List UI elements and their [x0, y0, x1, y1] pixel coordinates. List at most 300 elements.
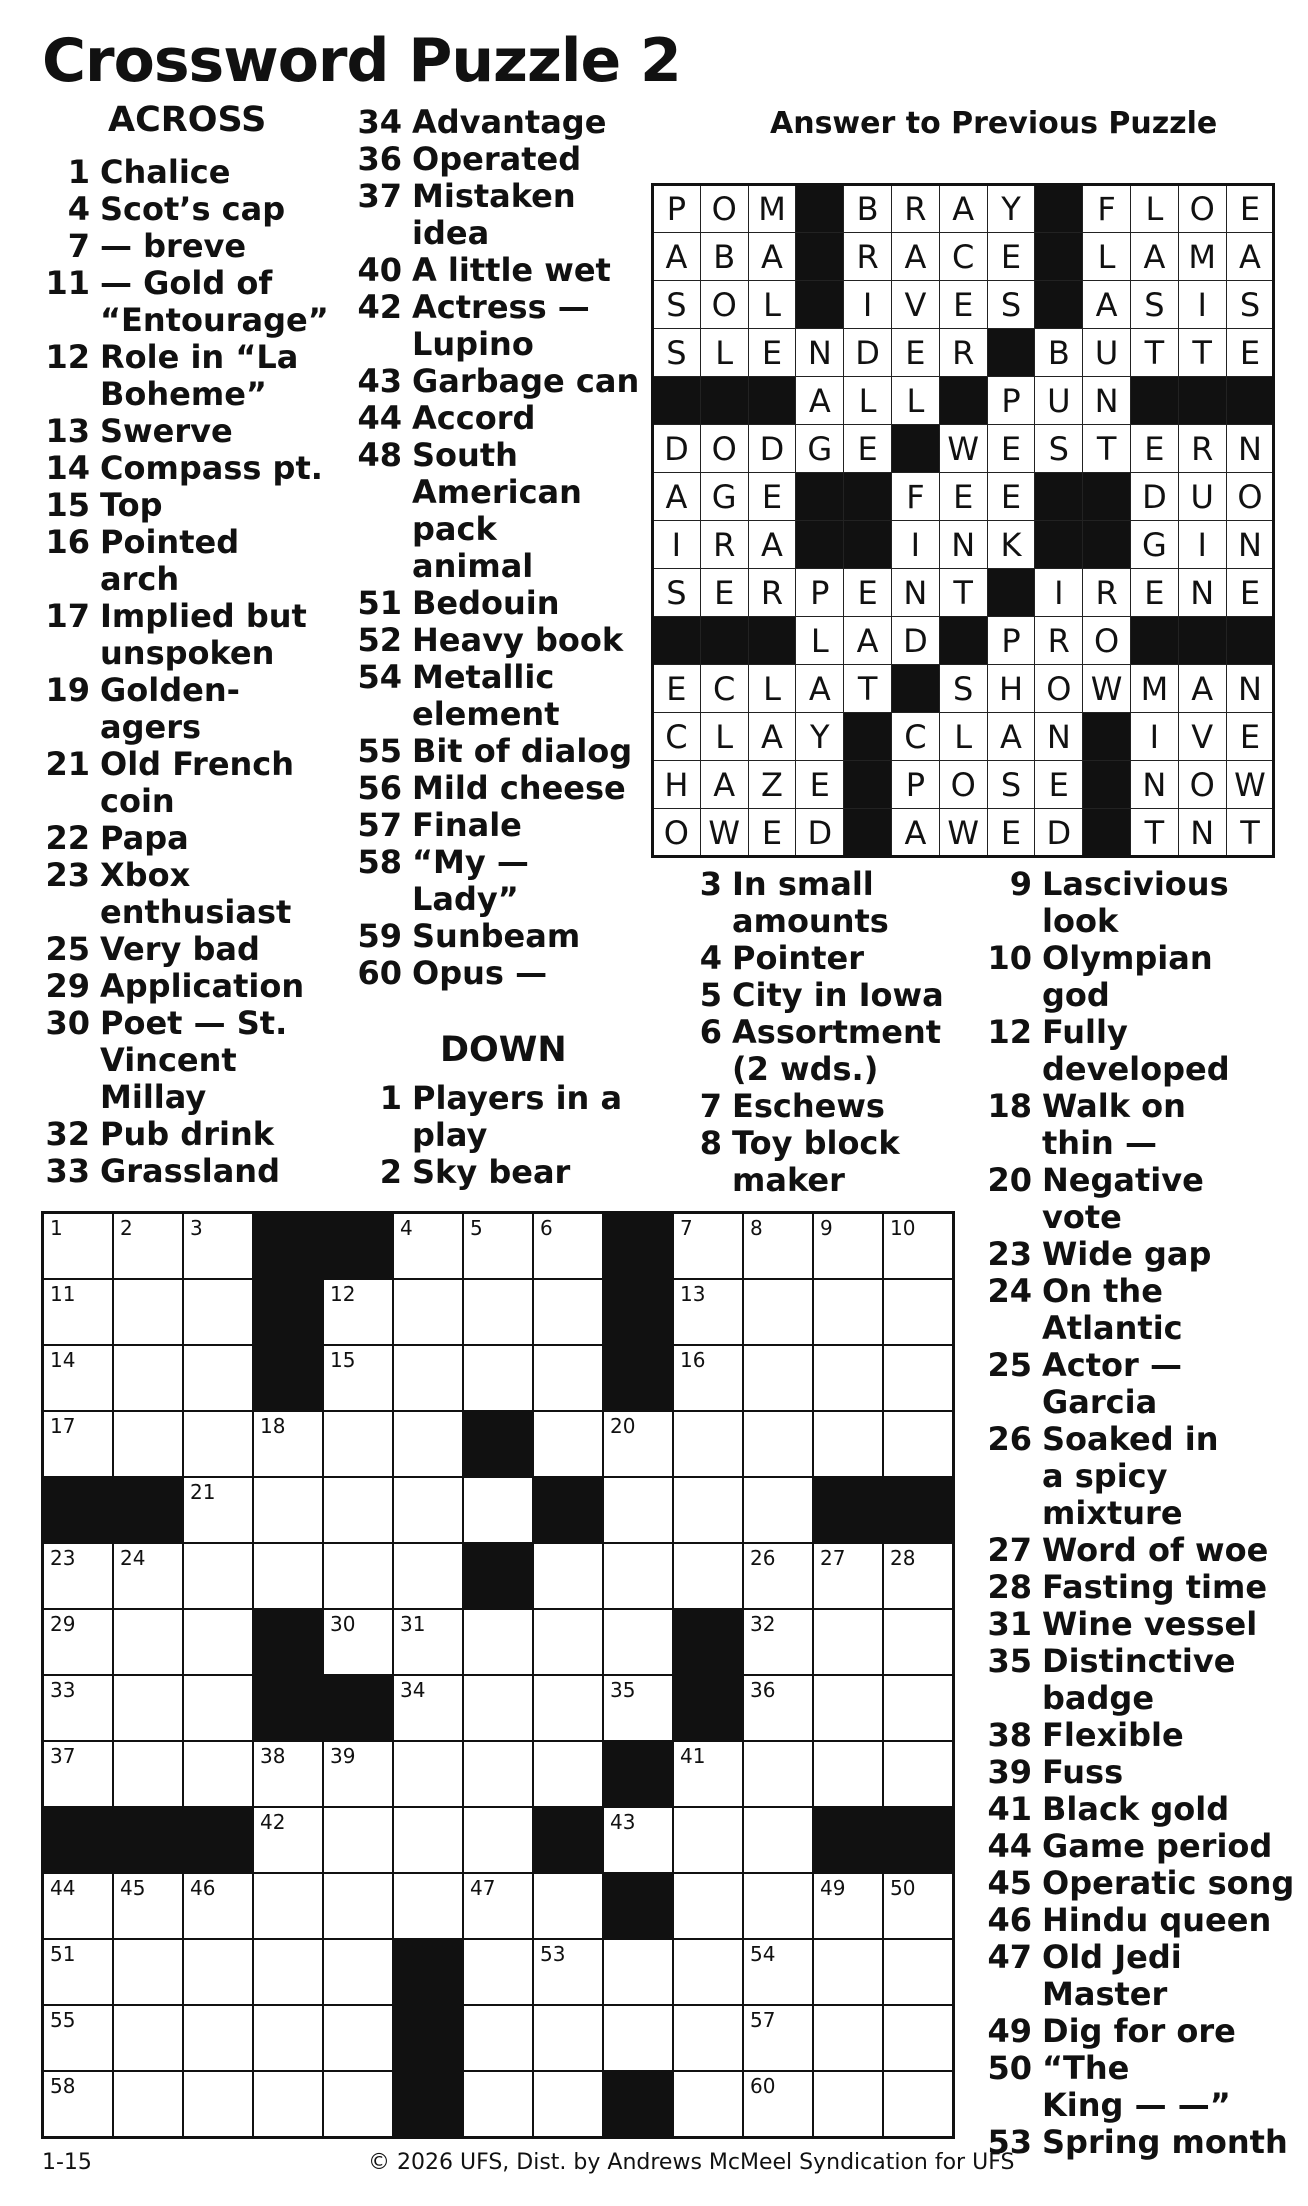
grid-cell[interactable] [182, 1674, 254, 1742]
answer-cell: N [1178, 568, 1227, 617]
grid-cell[interactable] [462, 1938, 534, 2006]
grid-cell[interactable] [812, 1674, 884, 1742]
answer-black-square [1034, 472, 1083, 521]
clue-text: On the Atlantic [1042, 1272, 1183, 1347]
grid-cell[interactable] [532, 1740, 604, 1808]
across-clue-7 [40, 228, 380, 265]
grid-cell[interactable] [392, 1872, 464, 1940]
answer-black-square [891, 424, 940, 473]
grid-cell[interactable] [112, 2004, 184, 2072]
answer-cell: T [1226, 808, 1275, 857]
grid-cell[interactable] [182, 1542, 254, 1610]
grid-cell[interactable] [182, 1938, 254, 2006]
grid-cell[interactable] [182, 1608, 254, 1676]
grid-cell[interactable] [322, 1806, 394, 1874]
grid-cell[interactable] [392, 1806, 464, 1874]
down-clue-3 [672, 866, 1032, 940]
grid-cell[interactable] [182, 1872, 254, 1940]
grid-cell[interactable] [742, 1872, 814, 1940]
clue-number: 8 [699, 1124, 722, 1162]
grid-cell[interactable] [112, 1344, 184, 1412]
grid-cell[interactable] [182, 1212, 254, 1280]
grid-cell[interactable] [392, 1542, 464, 1610]
grid-cell[interactable] [672, 1740, 744, 1808]
across-header: ACROSS [108, 100, 267, 140]
clue-number: 4 [67, 190, 90, 228]
down-clue-39 [982, 1754, 1308, 1791]
clue-number: 14 [45, 449, 90, 487]
clue-number: 55 [357, 732, 402, 770]
grid-cell[interactable] [112, 1938, 184, 2006]
answer-black-square [700, 376, 749, 425]
grid-cell[interactable] [812, 1938, 884, 2006]
black-square [252, 1608, 324, 1676]
clue-number: 30 [45, 1004, 90, 1042]
black-square [112, 1476, 184, 1544]
grid-cell[interactable] [532, 1938, 604, 2006]
grid-cell[interactable] [462, 1278, 534, 1346]
cell-number: 47 [470, 1876, 496, 1900]
clue-text: Bedouin [412, 584, 560, 622]
grid-cell[interactable] [882, 1344, 954, 1412]
across-clue-32 [40, 1116, 380, 1153]
clue-text: “My — Lady” [412, 843, 529, 918]
answer-cell: C [891, 712, 940, 761]
answer-cell: F [891, 472, 940, 521]
clue-text: Olympian god [1042, 939, 1213, 1014]
grid-cell[interactable] [812, 1278, 884, 1346]
clue-text: Application [100, 967, 305, 1005]
grid-cell[interactable] [392, 1278, 464, 1346]
grid-cell[interactable] [112, 1740, 184, 1808]
grid-cell[interactable] [882, 1938, 954, 2006]
cell-number: 10 [890, 1216, 916, 1240]
grid-cell[interactable] [882, 2070, 954, 2138]
grid-cell[interactable] [112, 1410, 184, 1478]
grid-cell[interactable] [742, 1938, 814, 2006]
clue-text: Opus — [412, 954, 548, 992]
clue-text: Fasting time [1042, 1568, 1268, 1606]
answer-cell: A [891, 232, 940, 281]
clue-number: 38 [987, 1716, 1032, 1754]
black-square [462, 1410, 534, 1478]
answer-black-square [939, 616, 988, 665]
grid-cell[interactable] [252, 1542, 324, 1610]
cell-number: 17 [50, 1414, 76, 1438]
grid-cell[interactable] [112, 1872, 184, 1940]
answer-cell: T [1130, 328, 1179, 377]
grid-cell[interactable] [112, 1674, 184, 1742]
grid-cell[interactable] [322, 1476, 394, 1544]
grid-cell[interactable] [42, 1344, 114, 1412]
grid-cell[interactable] [812, 1740, 884, 1808]
black-square [392, 1938, 464, 2006]
across-clue-43 [352, 363, 672, 400]
clue-number: 9 [1009, 865, 1032, 903]
grid-cell[interactable] [672, 1410, 744, 1478]
grid-cell[interactable] [42, 1674, 114, 1742]
down-clue-53 [982, 2124, 1308, 2161]
grid-cell[interactable] [882, 1740, 954, 1808]
clue-text: Finale [412, 806, 522, 844]
grid-cell[interactable] [182, 1410, 254, 1478]
across-clue-52 [352, 622, 672, 659]
answer-cell: I [1178, 520, 1227, 569]
across-clue-56 [352, 770, 672, 807]
answer-black-square [700, 616, 749, 665]
grid-cell[interactable] [392, 1608, 464, 1676]
black-square [462, 1542, 534, 1610]
clue-text: Scot’s cap [100, 190, 286, 228]
grid-cell[interactable] [42, 1938, 114, 2006]
down-clue-31 [982, 1606, 1308, 1643]
answer-cell: G [795, 424, 844, 473]
answer-cell: H [652, 760, 701, 809]
answer-cell: N [1034, 712, 1083, 761]
clue-number: 59 [357, 917, 402, 955]
clue-text: Mistaken idea [412, 177, 576, 252]
clue-number: 23 [45, 856, 90, 894]
cell-number: 21 [190, 1480, 216, 1504]
answer-black-square [1130, 376, 1179, 425]
answer-cell: S [939, 664, 988, 713]
grid-cell[interactable] [392, 1344, 464, 1412]
grid-cell[interactable] [322, 1410, 394, 1478]
answer-cell: N [1178, 808, 1227, 857]
answer-cell: S [1130, 280, 1179, 329]
answer-cell: W [1226, 760, 1275, 809]
clue-number: 22 [45, 819, 90, 857]
grid-cell[interactable] [812, 2004, 884, 2072]
grid-cell[interactable] [42, 2004, 114, 2072]
cell-number: 46 [190, 1876, 216, 1900]
grid-cell[interactable] [882, 1212, 954, 1280]
clue-text: Pointed arch [100, 523, 240, 598]
answer-cell: A [748, 520, 797, 569]
grid-cell[interactable] [392, 1674, 464, 1742]
grid-cell[interactable] [532, 1212, 604, 1280]
grid-cell[interactable] [532, 2004, 604, 2072]
grid-cell[interactable] [742, 1212, 814, 1280]
grid-cell[interactable] [602, 1938, 674, 2006]
grid-cell[interactable] [742, 1542, 814, 1610]
grid-cell[interactable] [532, 1608, 604, 1676]
grid-cell[interactable] [672, 1278, 744, 1346]
grid-cell[interactable] [672, 1938, 744, 2006]
grid-cell[interactable] [252, 1476, 324, 1544]
clue-number: 27 [987, 1531, 1032, 1569]
clue-text: Top [100, 486, 163, 524]
grid-cell[interactable] [882, 2004, 954, 2072]
grid-cell[interactable] [462, 1740, 534, 1808]
grid-cell[interactable] [252, 2070, 324, 2138]
cell-number: 58 [50, 2074, 76, 2098]
grid-cell[interactable] [182, 1344, 254, 1412]
black-square [882, 1806, 954, 1874]
grid-cell[interactable] [532, 1674, 604, 1742]
down-clue-47 [982, 1939, 1308, 2013]
black-square [602, 2070, 674, 2138]
answer-cell: D [1130, 472, 1179, 521]
grid-cell[interactable] [392, 1212, 464, 1280]
grid-cell[interactable] [112, 2070, 184, 2138]
answer-cell: O [939, 760, 988, 809]
grid-cell[interactable] [322, 1344, 394, 1412]
grid-cell[interactable] [42, 1542, 114, 1610]
grid-cell[interactable] [42, 1212, 114, 1280]
grid-cell[interactable] [322, 1872, 394, 1940]
grid-cell[interactable] [742, 1476, 814, 1544]
down-clue-18 [982, 1088, 1308, 1162]
grid-cell[interactable] [182, 1278, 254, 1346]
cell-number: 2 [120, 1216, 133, 1240]
grid-cell[interactable] [182, 1476, 254, 1544]
answer-cell: I [1130, 712, 1179, 761]
down-clue-27 [982, 1532, 1308, 1569]
answer-cell: E [987, 232, 1036, 281]
answer-cell: R [700, 520, 749, 569]
grid-cell[interactable] [252, 1410, 324, 1478]
answer-cell: V [1178, 712, 1227, 761]
answer-cell: F [1082, 184, 1131, 233]
clue-number: 32 [45, 1115, 90, 1153]
answer-cell: N [1082, 376, 1131, 425]
grid-cell[interactable] [392, 1476, 464, 1544]
clue-number: 31 [987, 1605, 1032, 1643]
across-clue-29 [40, 968, 380, 1005]
grid-cell[interactable] [742, 1410, 814, 1478]
grid-cell[interactable] [602, 1410, 674, 1478]
grid-cell[interactable] [672, 2004, 744, 2072]
grid-cell[interactable] [602, 2004, 674, 2072]
grid-cell[interactable] [322, 1740, 394, 1808]
grid-cell[interactable] [462, 1806, 534, 1874]
answer-cell: S [652, 280, 701, 329]
answer-cell: B [700, 232, 749, 281]
answer-cell: M [1130, 664, 1179, 713]
grid-cell[interactable] [742, 1608, 814, 1676]
grid-cell[interactable] [322, 1542, 394, 1610]
grid-cell[interactable] [42, 1410, 114, 1478]
grid-cell[interactable] [672, 1872, 744, 1940]
clue-number: 42 [357, 288, 402, 326]
cell-number: 9 [820, 1216, 833, 1240]
grid-cell[interactable] [742, 1806, 814, 1874]
answer-black-square [795, 232, 844, 281]
answer-cell: O [1178, 184, 1227, 233]
grid-cell[interactable] [182, 2004, 254, 2072]
cell-number: 31 [400, 1612, 426, 1636]
grid-cell[interactable] [322, 1608, 394, 1676]
grid-cell[interactable] [112, 1278, 184, 1346]
answer-cell: L [891, 376, 940, 425]
down-clue-6 [672, 1014, 1032, 1088]
grid-cell[interactable] [42, 1872, 114, 1940]
grid-cell[interactable] [882, 1410, 954, 1478]
grid-cell[interactable] [742, 1740, 814, 1808]
clue-text: Distinctive badge [1042, 1642, 1236, 1717]
grid-cell[interactable] [532, 1278, 604, 1346]
grid-cell[interactable] [112, 1542, 184, 1610]
answer-cell: O [1226, 472, 1275, 521]
answer-cell: E [987, 424, 1036, 473]
answer-cell: E [748, 808, 797, 857]
black-square [602, 1344, 674, 1412]
clue-text: City in Iowa [732, 976, 944, 1014]
down-clue-41 [982, 1791, 1308, 1828]
page-title: Crossword Puzzle 2 [42, 26, 681, 96]
answer-cell: G [700, 472, 749, 521]
grid-cell[interactable] [812, 1542, 884, 1610]
black-square [322, 1674, 394, 1742]
grid-cell[interactable] [882, 1278, 954, 1346]
clue-text: Sky bear [412, 1153, 571, 1191]
grid-cell[interactable] [462, 1674, 534, 1742]
grid-cell[interactable] [42, 2070, 114, 2138]
grid-cell[interactable] [42, 1278, 114, 1346]
grid-cell[interactable] [742, 1344, 814, 1412]
clue-number: 1 [67, 153, 90, 191]
grid-cell[interactable] [672, 1542, 744, 1610]
grid-cell[interactable] [42, 1608, 114, 1676]
cell-number: 20 [610, 1414, 636, 1438]
answer-black-square [987, 568, 1036, 617]
grid-cell[interactable] [672, 2070, 744, 2138]
grid-cell[interactable] [672, 1212, 744, 1280]
grid-cell[interactable] [322, 2070, 394, 2138]
grid-cell[interactable] [742, 2004, 814, 2072]
answer-cell: S [1034, 424, 1083, 473]
answer-cell: W [700, 808, 749, 857]
grid-cell[interactable] [392, 1410, 464, 1478]
clue-text: South American pack animal [412, 436, 582, 585]
grid-cell[interactable] [532, 2070, 604, 2138]
answer-black-square [1082, 808, 1131, 857]
clue-number: 25 [987, 1346, 1032, 1384]
grid-cell[interactable] [882, 1674, 954, 1742]
grid-cell[interactable] [252, 2004, 324, 2072]
grid-cell[interactable] [462, 2070, 534, 2138]
grid-cell[interactable] [462, 1608, 534, 1676]
grid-cell[interactable] [462, 1344, 534, 1412]
answer-cell: E [987, 472, 1036, 521]
answer-cell: E [1226, 184, 1275, 233]
clue-text: Fuss [1042, 1753, 1124, 1791]
clue-text: Operated [412, 140, 582, 178]
grid-cell[interactable] [882, 1872, 954, 1940]
answer-cell: L [748, 664, 797, 713]
grid-cell[interactable] [322, 1938, 394, 2006]
grid-cell[interactable] [112, 1608, 184, 1676]
black-square [252, 1212, 324, 1280]
clue-number: 36 [357, 140, 402, 178]
grid-cell[interactable] [182, 1740, 254, 1808]
answer-cell: T [939, 568, 988, 617]
answer-cell: A [891, 808, 940, 857]
answer-cell: P [987, 376, 1036, 425]
grid-cell[interactable] [462, 1872, 534, 1940]
grid-cell[interactable] [602, 1674, 674, 1742]
grid-cell[interactable] [742, 2070, 814, 2138]
grid-cell[interactable] [392, 1740, 464, 1808]
grid-cell[interactable] [42, 1740, 114, 1808]
grid-cell[interactable] [322, 2004, 394, 2072]
grid-cell[interactable] [812, 1212, 884, 1280]
grid-cell[interactable] [112, 1212, 184, 1280]
grid-cell[interactable] [882, 1608, 954, 1676]
down-clue-9 [982, 866, 1308, 940]
grid-cell[interactable] [182, 2070, 254, 2138]
grid-cell[interactable] [602, 1806, 674, 1874]
grid-cell[interactable] [812, 1410, 884, 1478]
grid-cell[interactable] [672, 1344, 744, 1412]
grid-cell[interactable] [322, 1278, 394, 1346]
grid-cell[interactable] [602, 1476, 674, 1544]
answer-cell: E [939, 280, 988, 329]
grid-cell[interactable] [532, 1344, 604, 1412]
grid-cell[interactable] [462, 1212, 534, 1280]
answer-cell: N [1226, 424, 1275, 473]
answer-cell: R [891, 184, 940, 233]
clue-number: 53 [987, 2123, 1032, 2161]
grid-cell[interactable] [812, 1872, 884, 1940]
clue-text: Grassland [100, 1152, 280, 1190]
grid-cell[interactable] [672, 1806, 744, 1874]
grid-cell[interactable] [532, 1542, 604, 1610]
across-clue-34 [352, 104, 672, 141]
answer-cell: L [795, 616, 844, 665]
grid-cell[interactable] [742, 1674, 814, 1742]
grid-cell[interactable] [812, 1344, 884, 1412]
answer-black-square [1178, 376, 1227, 425]
answer-cell: E [1130, 568, 1179, 617]
answer-cell: K [987, 520, 1036, 569]
grid-cell[interactable] [672, 1476, 744, 1544]
cell-number: 26 [750, 1546, 776, 1570]
clue-text: Lascivious look [1042, 865, 1229, 940]
answer-cell: M [1178, 232, 1227, 281]
grid-cell[interactable] [742, 1278, 814, 1346]
down-clue-44 [982, 1828, 1308, 1865]
grid-cell[interactable] [252, 1938, 324, 2006]
grid-cell[interactable] [602, 1608, 674, 1676]
grid-cell[interactable] [812, 2070, 884, 2138]
grid-cell[interactable] [882, 1542, 954, 1610]
grid-cell[interactable] [462, 2004, 534, 2072]
answer-cell: B [843, 184, 892, 233]
across-clue-51 [352, 585, 672, 622]
cell-number: 24 [120, 1546, 146, 1570]
answer-cell: A [1226, 232, 1275, 281]
clue-number: 19 [45, 671, 90, 709]
grid-cell[interactable] [252, 1872, 324, 1940]
grid-cell[interactable] [532, 1872, 604, 1940]
clue-number: 58 [357, 843, 402, 881]
grid-cell[interactable] [252, 1806, 324, 1874]
grid-cell[interactable] [462, 1476, 534, 1544]
answer-black-square [1034, 232, 1083, 281]
across-clue-58 [352, 844, 672, 918]
grid-cell[interactable] [532, 1410, 604, 1478]
down-clue-35 [982, 1643, 1308, 1717]
grid-cell[interactable] [252, 1740, 324, 1808]
grid-cell[interactable] [812, 1608, 884, 1676]
cell-number: 41 [680, 1744, 706, 1768]
cell-number: 8 [750, 1216, 763, 1240]
grid-cell[interactable] [602, 1542, 674, 1610]
across-clue-37 [352, 178, 672, 252]
clue-number: 2 [379, 1153, 402, 1191]
